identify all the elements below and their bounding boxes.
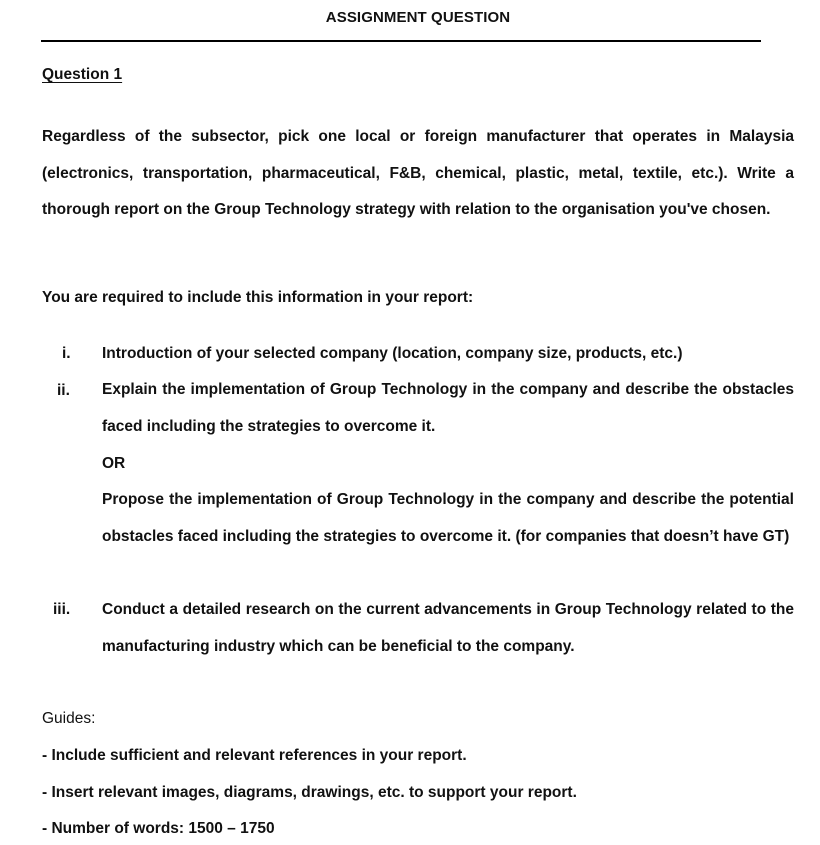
guide-line: - Insert relevant images, diagrams, drawings, etc. to support your report. [42, 784, 577, 801]
page-title: ASSIGNMENT QUESTION [325, 9, 511, 26]
list-item-text-i: Introduction of your selected company (location, company size, products, etc.) [102, 345, 683, 362]
required-info-text: You are required to include this information in your report: [42, 289, 474, 306]
list-item-alt-text-ii: Propose the implementation of Group Technology in the company and describe the potential obstacles faced including the strategies to overcome it. (for companies that doesn’t have GT) [102, 491, 794, 545]
list-item-text-ii: Explain the implementation of Group Technology in the company and describe the obstacles faced including the strategies to overcome it. [102, 381, 794, 435]
list-item-or-label: OR [102, 455, 126, 472]
intro-paragraph: Regardless of the subsector, pick one local or foreign manufacturer that operates in Malaysia (electronics, transportation, pharmaceutical, F&B, chemical, plastic, metal, textile, etc.). Write a thorough report on the Group Technology strategy with relation to the organisation you've chosen. [42, 128, 794, 218]
question-heading: Question 1 [42, 66, 123, 83]
list-item-marker-ii: ii. [57, 382, 70, 399]
title-divider [41, 40, 761, 42]
list-item-marker-i: i. [62, 345, 71, 362]
guide-line: - Number of words: 1500 – 1750 [42, 820, 275, 837]
list-item-text-iii: Conduct a detailed research on the current advancements in Group Technology related to the manufacturing industry which can be beneficial to the company. [102, 601, 794, 655]
guides-label: Guides: [42, 710, 96, 727]
guide-line: - Include sufficient and relevant references in your report. [42, 747, 467, 764]
list-item-marker-iii: iii. [53, 601, 71, 618]
